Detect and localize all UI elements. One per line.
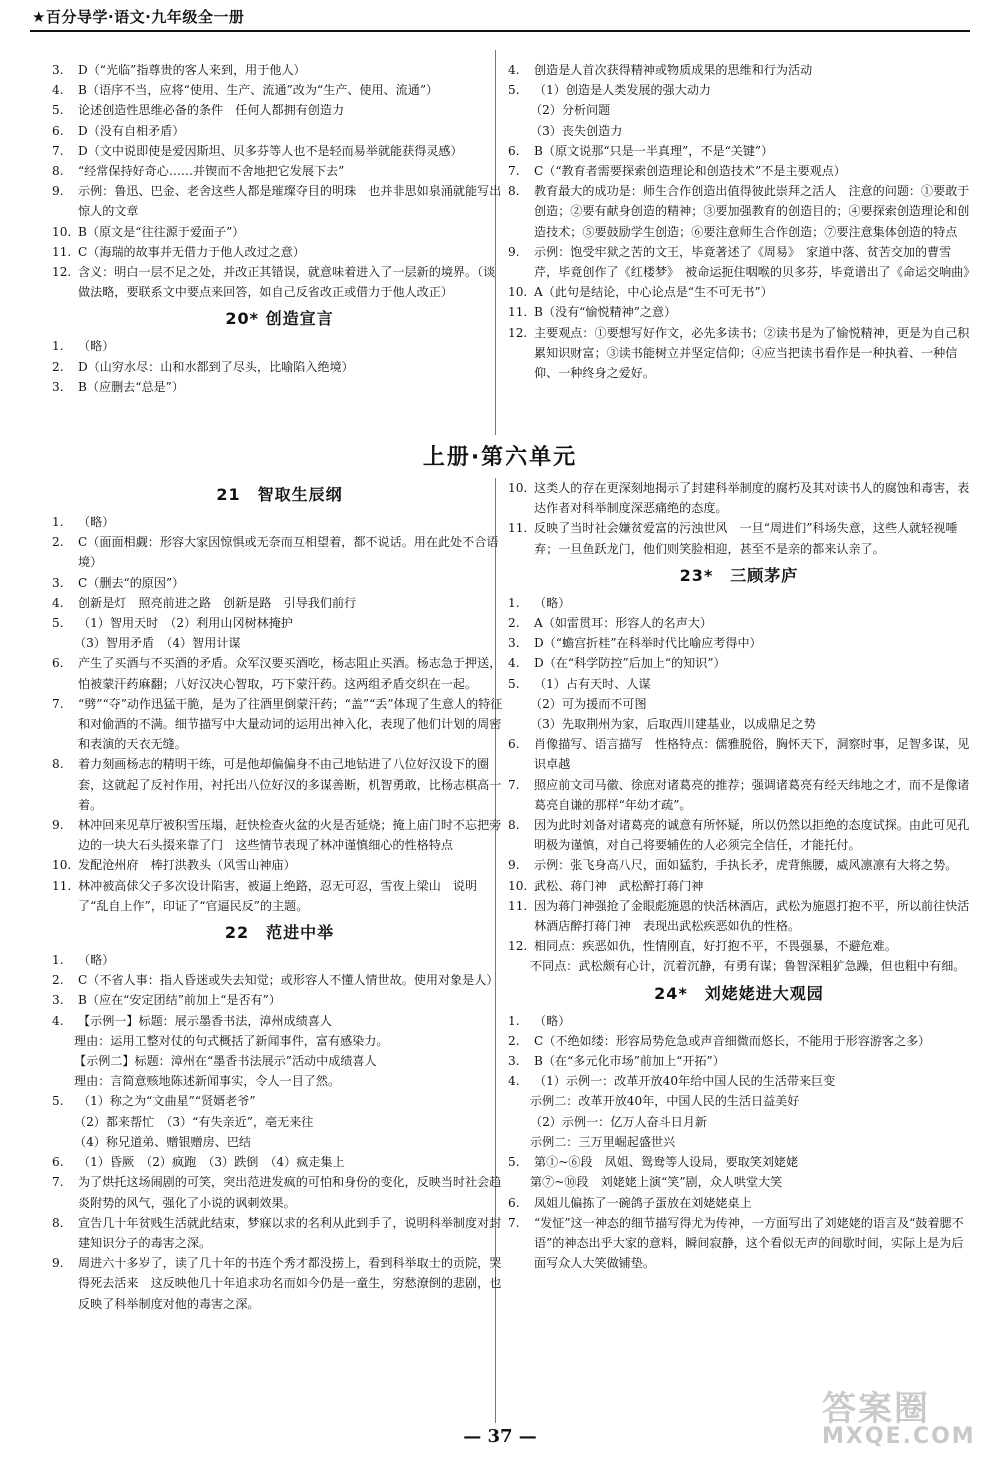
answer-item: [508, 242, 976, 282]
answer-item: [52, 876, 507, 916]
answer-number: 9.: [508, 858, 520, 873]
answer-text: B（应在“安定团结”前加上“是否有”）: [78, 993, 281, 1008]
answer-number: 7.: [508, 1215, 520, 1230]
answer-number: 10.: [52, 858, 72, 873]
page-number: — 37 —: [463, 1426, 537, 1447]
answer-number: 8.: [508, 184, 520, 199]
answer-item: [52, 121, 507, 141]
answer-text: （1）智用天时 （2）利用山冈树林掩护: [78, 616, 293, 631]
answer-item: [52, 593, 507, 613]
answer-number: 10.: [52, 224, 72, 239]
answer-number: 10.: [508, 481, 528, 495]
answer-item: [508, 1132, 970, 1152]
answer-text: 肖像描写、语言描写 性格特点：儒雅脱俗，胸怀天下，洞察时事，足智多谋，见识卓越: [534, 737, 970, 772]
answer-text: （略）: [534, 1013, 571, 1028]
answer-item: [52, 694, 507, 755]
answer-number: 1.: [508, 595, 520, 610]
answer-text: （略）: [534, 595, 571, 610]
answer-item: [508, 302, 970, 322]
answer-item: [508, 161, 970, 181]
answer-text: （2）示例一：亿万人奋斗日月新: [530, 1114, 708, 1129]
answer-number: 8.: [52, 757, 64, 772]
answer-number: 9.: [52, 818, 64, 833]
answer-text: 示例二：三万里崛起盛世兴: [530, 1134, 676, 1149]
answer-text: B（原文说那“只是一半真理”，不是“关键”）: [534, 143, 774, 158]
answer-item: [508, 1011, 970, 1031]
answer-text: C（“教育者需要探索创造理论和创造技术”不是主要观点）: [534, 164, 846, 179]
answer-item: [508, 593, 970, 613]
section-title: 21 智取生辰纲: [216, 485, 343, 504]
answer-number: 9.: [52, 184, 64, 199]
answer-number: 5.: [508, 83, 520, 98]
answer-item: [52, 1172, 507, 1212]
answer-item: [52, 970, 507, 990]
answer-number: 9.: [52, 1256, 64, 1271]
answer-number: 11.: [52, 244, 72, 259]
answer-text: （略）: [78, 953, 115, 968]
answer-number: 1.: [52, 339, 64, 354]
answer-number: 2.: [52, 973, 64, 988]
answer-text: D（没有自相矛盾）: [78, 123, 185, 138]
answer-number: 12.: [52, 265, 72, 280]
answer-number: 8.: [508, 818, 520, 833]
answer-number: 6.: [52, 1155, 64, 1170]
answer-number: 11.: [508, 898, 528, 913]
answer-number: 10.: [508, 285, 528, 300]
answer-item: [508, 80, 970, 100]
answer-number: 6.: [508, 1195, 520, 1210]
answer-text: 理由：运用工整对仗的句式概括了新闻事件，富有感染力。: [74, 1033, 389, 1048]
right-top-column: [508, 60, 976, 383]
answer-item: [52, 1051, 507, 1071]
answer-number: 5.: [52, 103, 64, 118]
answer-item: [508, 518, 970, 558]
answer-item: [508, 478, 970, 518]
answer-text: （1）占有天时、人谋: [534, 676, 651, 691]
answer-text: （1）昏厥 （2）疯跑 （3）跌倒 （4）疯走集上: [78, 1155, 345, 1170]
answer-text: 产生了买酒与不买酒的矛盾。众军汉要买酒吃，杨志阻止买酒。杨志急于押送，怕被蒙汗药麻翻；八好汉决心智取，巧下蒙汗药。这两组矛盾交织在一起。: [78, 656, 502, 691]
answer-text: “发怔”这一神态的细节描写得尤为传神，一方面写出了刘姥姥的语言及“鼓着腮不语”的神态出乎大家的意料，瞬间寂静，这个看似无声的间歇时间，实际上是为后面写众人大笑做铺垫。: [534, 1215, 964, 1271]
answer-item: [52, 990, 507, 1010]
answer-number: 11.: [508, 305, 528, 320]
answer-item: [508, 1091, 970, 1111]
answer-text: C（不绝如缕：形容局势危急或声音细微而悠长，不能用于形容游客之多）: [534, 1033, 931, 1048]
answer-number: 12.: [508, 939, 528, 954]
answer-item: [52, 613, 507, 633]
answer-number: 6.: [52, 123, 64, 138]
answer-number: 7.: [508, 777, 520, 792]
answer-text: （4）称兄道弟、赠银赠房、巴结: [74, 1134, 252, 1149]
answer-number: 4.: [508, 656, 520, 671]
answer-item: [52, 377, 507, 397]
answer-number: 6.: [52, 656, 64, 671]
answer-number: 7.: [52, 1175, 64, 1190]
answer-item: [52, 1253, 507, 1314]
answer-text: B（语序不当，应将“使用、生产、流通”改为“生产、使用、流通”）: [78, 83, 439, 98]
answer-text: 含义：明白一层不足之处，并改正其错误，就意味着进入了一层新的境界。（谈做法略，要联系文中要点来回答，如自己反省改正或借力于他人改正）: [78, 265, 496, 300]
answer-number: 7.: [52, 696, 64, 711]
answer-item: [52, 262, 507, 302]
answer-item: [508, 633, 970, 653]
answer-text: 发配沧州府 棒打洪教头（风雪山神庙）: [78, 858, 296, 873]
answer-number: 6.: [508, 143, 520, 158]
answer-item: [52, 357, 507, 377]
answer-text: 示例二：改革开放40年，中国人民的生活日益美好: [530, 1094, 800, 1109]
right-bottom-column: [508, 478, 970, 1273]
answer-number: 4.: [508, 63, 520, 77]
answer-text: 相同点：疾恶如仇，性情刚直，好打抱不平，不畏强暴，不避危难。: [534, 939, 897, 954]
answer-text: 因为此时刘备对诸葛亮的诚意有所怀疑，所以仍然以拒绝的态度试探。由此可见孔明极为谨慎，对自己将要辅佐的人必须完全信任，才能托付。: [534, 818, 970, 853]
answer-number: 2.: [508, 1033, 520, 1048]
answer-item: [52, 573, 507, 593]
unit-title: 上册·第六单元: [422, 445, 578, 470]
answer-number: 5.: [52, 1094, 64, 1109]
answer-text: 凤姐儿偏拣了一碗鸽子蛋放在刘姥姥桌上: [534, 1195, 752, 1210]
answer-item: [508, 181, 970, 242]
answer-item: [508, 323, 970, 384]
answer-item: [52, 1011, 507, 1031]
answer-text: 【示例二】标题：漳州在“墨香书法展示”活动中成绩喜人: [74, 1054, 377, 1069]
answer-text: （1）称之为“文曲星”“贤婿老爷”: [78, 1094, 256, 1109]
answer-item: [52, 1152, 507, 1172]
answer-item: [52, 1031, 507, 1051]
answer-text: 理由：言简意赅地陈述新闻事实，令人一目了然。: [74, 1074, 341, 1089]
answer-number: 1.: [508, 1013, 520, 1028]
answer-text: 周进六十多岁了，读了几十年的书连个秀才都没捞上，看到科举取士的贡院，哭得死去活来 这反映他几十年追求功名而如今仍是一童生，穷愁潦倒的悲剧，也反映了科举制度对他的毒害之深。: [78, 1256, 502, 1311]
answer-item: [52, 141, 507, 161]
answer-text: 第⑦~⑩段 刘姥姥上演“笑”剧，众人哄堂大笑: [530, 1175, 783, 1190]
answer-item: [508, 896, 970, 936]
answer-text: （2）都来帮忙 （3）“有失亲近”，亳无来往: [74, 1114, 314, 1129]
answer-item: [508, 876, 970, 896]
answer-item: [52, 1112, 507, 1132]
answer-number: 3.: [52, 63, 64, 77]
answer-item: [508, 775, 970, 815]
answer-number: 3.: [52, 379, 64, 394]
answer-text: A（如雷贯耳：形容人的名声大）: [534, 616, 713, 631]
answer-number: 2.: [52, 535, 64, 550]
answer-number: 1.: [52, 953, 64, 968]
answer-text: （1）示例一：改革开放40年给中国人民的生活带来巨变: [534, 1074, 836, 1089]
answer-text: （略）: [78, 339, 115, 354]
answer-number: 3.: [508, 636, 520, 651]
answer-number: 11.: [508, 521, 528, 536]
answer-text: 第①~⑥段 凤姐、鸳鸯等人设局，要取笑刘姥姥: [534, 1155, 799, 1170]
answer-number: 4.: [52, 595, 64, 610]
answer-item: [52, 60, 507, 80]
answer-text: （3）智用矛盾 （4）智用计谋: [74, 636, 241, 651]
answer-text: 这类人的存在更深刻地揭示了封建科举制度的腐朽及其对读书人的腐蚀和毒害，表达作者对科举制度深恶痛绝的态度。: [534, 481, 970, 516]
answer-number: 5.: [508, 1155, 520, 1170]
answer-text: 示例：饱受牢狱之苦的文王，毕竟著述了《周易》 家道中落、贫苦交加的曹雪芹，毕竟创作了《红楼梦》 被命运扼住咽喉的贝多芬，毕竟谱出了《命运交响曲》: [534, 244, 976, 280]
answer-text: 创造是人首次获得精神或物质成果的思维和行为活动: [534, 63, 813, 77]
answer-number: 12.: [508, 325, 528, 340]
answer-item: [52, 181, 507, 221]
answer-item: [508, 956, 970, 976]
answer-item: [508, 613, 970, 633]
answer-item: [508, 1152, 970, 1172]
answer-text: （略）: [78, 515, 115, 529]
answer-item: [508, 714, 970, 734]
answer-item: [52, 512, 507, 532]
answer-text: D（“蟾宫折桂”在科举时代比喻应考得中）: [534, 636, 762, 651]
answer-number: 10.: [508, 878, 528, 893]
answer-text: 因为蒋门神强抢了金眼彪施恩的快活林酒店，武松为施恩打抱不平，所以前往快活林酒店醉打蒋门神 表现出武松疾恶如仇的性格。: [534, 898, 970, 934]
answer-text: 示例：鲁迅、巴金、老舍这些人都是璀璨夺目的明珠 也并非思如泉涌就能写出惊人的文章: [78, 184, 502, 219]
answer-text: 着力刻画杨志的精明干练，可是他却偏偏身不由己地钻进了八位好汉设下的圈套，这就起了反衬作用，衬托出八位好汉的多谋善断，机智勇敢，比杨志棋高一着。: [78, 757, 502, 812]
answer-item: [508, 1193, 970, 1213]
answer-number: 8.: [52, 1215, 64, 1230]
answer-number: 11.: [52, 878, 72, 893]
header-rule: [30, 30, 970, 32]
answer-text: 【示例一】标题：展示墨香书法，漳州成绩喜人: [78, 1013, 332, 1028]
answer-item: [52, 1071, 507, 1091]
answer-number: 5.: [52, 616, 64, 631]
watermark-logo: 答案圈 MXQE.COM: [822, 1389, 976, 1449]
answer-item: [508, 1213, 970, 1274]
answer-number: 3.: [508, 1054, 520, 1069]
answer-item: [52, 1213, 507, 1253]
answer-item: [508, 855, 970, 875]
answer-text: 主要观点：①要想写好作文，必先多读书；②读书是为了愉悦精神，更是为自己积累知识财富；③读书能树立并坚定信仰；④应当把读书看作是一种执着、一种信仰、一种终身之爱好。: [534, 325, 970, 381]
answer-text: C（海瑞的故事并无借力于他人改过之意）: [78, 244, 305, 259]
answer-text: 不同点：武松颇有心计，沉着沉静，有勇有谋；鲁智深粗犷急躁，但也粗中有细。: [530, 959, 966, 974]
answer-item: [52, 815, 507, 855]
answer-text: （3）丧失创造力: [530, 123, 623, 138]
answer-number: 6.: [508, 737, 520, 752]
answer-text: B（原文是“往往源于爱面子”）: [78, 224, 245, 239]
answer-text: 林冲被高俅父子多次设计陷害，被逼上绝路，忍无可忍，雪夜上梁山 说明了“乱自上作”，印证了“官逼民反”的主题。: [78, 878, 478, 913]
answer-item: [52, 80, 507, 100]
answer-item: [508, 1071, 970, 1091]
answer-text: 教育最大的成功是：师生合作创造出值得彼此崇拜之活人 注意的问题：①要敢于创造；②要有献身创造的精神；③要加强教育的创造目的；④要探索创造理论和创造技术；⑤要鼓励学生创造；⑥要注意师生合作创造；⑦要注意集体创造的特点: [534, 184, 970, 239]
answer-text: B（在“多元化市场”前加上“开拓”）: [534, 1054, 725, 1069]
answer-text: C（不省人事：指人昏迷或失去知觉；或形容人不懂人情世故。使用对象是人）: [78, 973, 499, 988]
answer-item: [52, 950, 507, 970]
answer-text: 宣告几十年贫贱生活就此结束，梦寐以求的名利从此到手了，说明科举制度对封建知识分子的毒害之深。: [78, 1215, 502, 1250]
answer-item: [52, 855, 507, 875]
answer-text: （2）可为援而不可图: [530, 696, 647, 711]
answer-item: [52, 100, 507, 120]
answer-item: [52, 633, 507, 653]
answer-item: [52, 222, 507, 242]
answer-item: [508, 1051, 970, 1071]
answer-text: 示例：张飞身高八尺，面如猛豹，手执长矛，虎背熊腰，威风凛凛有大将之势。: [534, 858, 958, 873]
answer-number: 9.: [508, 244, 520, 259]
answer-text: D（“光临”指尊贵的客人来到，用于他人）: [78, 63, 306, 77]
answer-text: 林冲回来见草厅被积雪压塌，赶快检查火盆的火是否延烧；掩上庙门时不忘把旁边的一块大石头掇来靠了门 这些情节表现了林冲谨慎细心的性格特点: [78, 818, 502, 853]
section-title: 20* 创造宣言: [225, 309, 334, 329]
answer-number: 4.: [508, 1074, 520, 1089]
answer-item: [508, 282, 970, 302]
answer-number: 5.: [508, 676, 520, 691]
answer-number: 2.: [52, 359, 64, 374]
answer-item: [52, 653, 507, 693]
answer-text: B（应删去“总是”）: [78, 379, 184, 394]
answer-text: 武松、蒋门神 武松醉打蒋门神: [534, 878, 704, 893]
answer-item: [508, 141, 970, 161]
answer-text: D（山穷水尽：山和水都到了尽头，比喻陷入绝境）: [78, 359, 354, 374]
answer-item: [508, 121, 970, 141]
answer-text: “经常保持好奇心……并锲而不舍地把它发展下去”: [78, 164, 345, 179]
answer-text: （2）分析问题: [530, 103, 611, 118]
section-title: 22 范进中举: [224, 923, 335, 943]
answer-item: [508, 1031, 970, 1051]
answer-item: [508, 936, 970, 956]
answer-item: [52, 242, 507, 262]
answer-text: （3）先取荆州为家，后取西川建基业，以成鼎足之势: [530, 717, 816, 732]
answer-text: B（没有“愉悦精神”之意）: [534, 305, 677, 320]
book-header: ★百分导学·语文·九年级全一册: [32, 8, 245, 26]
answer-number: 8.: [52, 164, 64, 179]
answer-item: [508, 100, 970, 120]
answer-item: [52, 754, 507, 815]
answer-text: （1）创造是人类发展的强大动力: [534, 83, 712, 98]
answer-text: “劈”“夺”动作迅猛干脆，是为了往酒里倒蒙汗药；“盖”“丢”体现了生意人的特征和对偷酒的不满。细节描写中大量动词的运用出神入化，表现了他们计划的周密和表演的天衣无缝。: [78, 696, 503, 752]
answer-text: 论述创造性思维必备的条件 任何人都拥有创造力: [78, 103, 345, 118]
answer-item: [508, 653, 970, 673]
answer-item: [52, 1132, 507, 1152]
answer-item: [508, 694, 970, 714]
answer-text: D（在“科学防控”后加上“的知识”）: [534, 656, 726, 671]
answer-text: 照应前文司马徽、徐庶对诸葛亮的推荐；强调诸葛亮有经天纬地之才，而不是像诸葛亮自谦的那样“年幼才疏”。: [534, 777, 970, 812]
answer-text: C（删去“的原因”）: [78, 575, 185, 590]
answer-number: 7.: [52, 143, 64, 158]
answer-text: 为了烘托这场闹剧的可笑，突出范进发疯的可怕和身份的变化，反映当时社会趋炎附势的风气，强化了小说的讽刺效果。: [78, 1175, 502, 1210]
answer-number: 3.: [52, 993, 64, 1008]
answer-item: [52, 161, 507, 181]
answer-number: 3.: [52, 575, 64, 590]
section-title: 24* 刘姥姥进大观园: [654, 983, 824, 1003]
answer-item: [52, 1091, 507, 1111]
answer-number: 1.: [52, 515, 64, 529]
answer-text: D（文中说即使是爱因斯坦、贝多芬等人也不是轻而易举就能获得灵感）: [78, 143, 463, 158]
answer-number: 7.: [508, 164, 520, 179]
section-title: 23* 三顾茅庐: [679, 565, 799, 585]
answer-item: [508, 60, 970, 80]
answer-text: 创新是灯 照亮前进之路 创新是路 引导我们前行: [78, 595, 357, 610]
answer-item: [508, 815, 970, 855]
answer-item: [508, 674, 970, 694]
answer-item: [52, 336, 507, 356]
answer-text: 反映了当时社会嫌贫爱富的污浊世风 一旦“周进们”科场失意，这些人就轻视唾弃；一旦鱼跃龙门，他们则笑脸相迎，甚至不是亲的都来认亲了。: [534, 521, 958, 556]
answer-number: 4.: [52, 83, 64, 98]
answer-text: C（面面相觑：形容大家因惊惧或无奈而互相望着，都不说话。用在此处不合语境）: [78, 535, 499, 570]
answer-item: [508, 1112, 970, 1132]
answer-item: [52, 532, 507, 572]
answer-number: 2.: [508, 616, 520, 631]
left-top-column: [52, 60, 507, 397]
answer-item: [508, 1172, 970, 1192]
answer-text: A（此句是结论，中心论点是“生不可无书”）: [534, 285, 773, 300]
answer-number: 4.: [52, 1013, 64, 1028]
left-bottom-column: [52, 478, 507, 1314]
answer-item: [508, 734, 970, 774]
